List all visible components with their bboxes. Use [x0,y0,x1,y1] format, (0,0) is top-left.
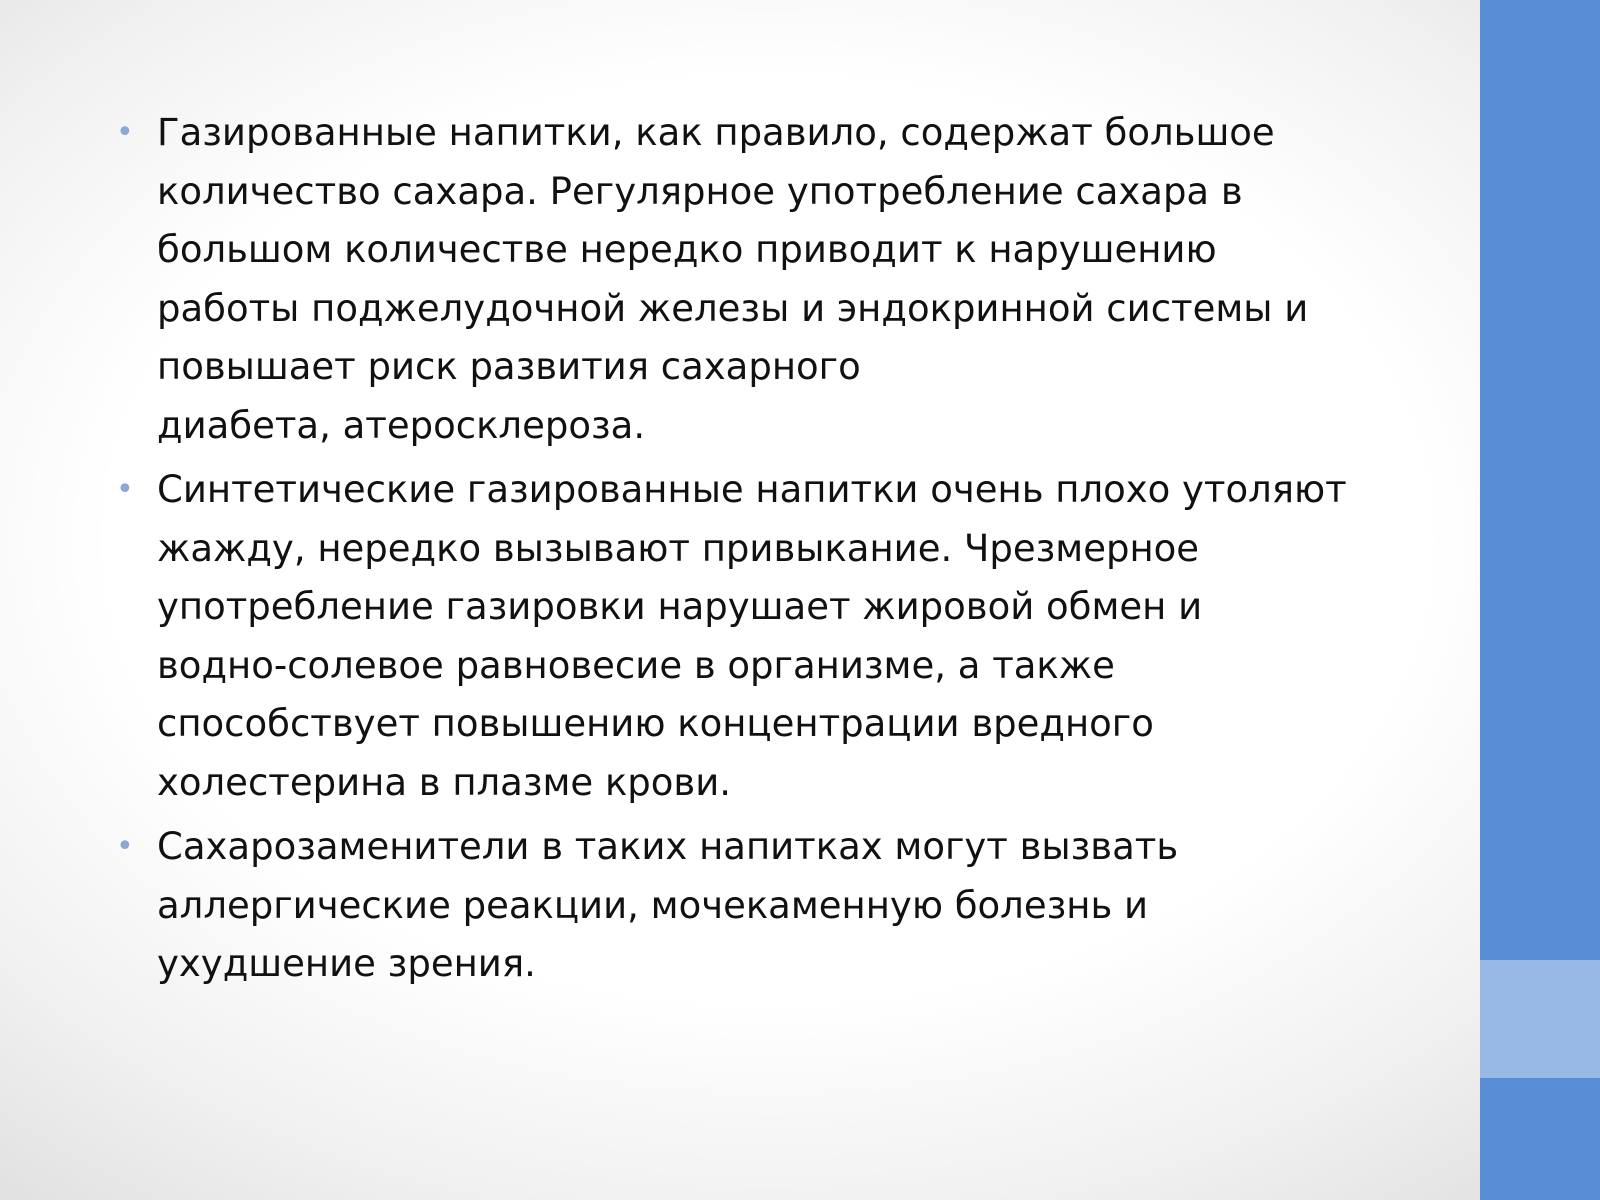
bullet-text-line: употребление газировки нарушает жировой обмен и [157,585,1203,628]
bullet-text-line: количество сахара. Регулярное употребление сахара в [157,169,1243,213]
bullet-item [112,461,1402,812]
bullet-text-line: Газированные напитки, как правило, содержат большое [157,111,1275,154]
bullet-text-line: работы поджелудочной железы и эндокринной системы и [157,286,1309,330]
bullet-text-line: диабета, атеросклероза. [157,403,646,447]
bullet-marker-icon: • [116,115,134,150]
bullet-text-line: Сахарозаменители в таких напитках могут вызвать [157,825,1179,868]
bullet-text-line: холестерина в плазме крови. [157,760,732,804]
bullet-text-line: жажду, нередко вызывают привыкание. Чрезмерное [157,526,1200,570]
bullet-text-line: способствует повышению концентрации вредного [157,702,1154,745]
bullet-text-line: Синтетические газированные напитки очень плохо утоляют [157,468,1347,511]
bullet-item [112,104,1402,455]
bullet-text-line: водно-солевое равновесие в организме, а также [157,643,1115,687]
bullet-text-line: ухудшение зрения. [157,942,536,985]
bullet-text-line: повышает риск развития сахарного [157,345,861,388]
slide-content [112,104,1402,1000]
bullet-list [112,104,1402,994]
side-bar-accent [1480,960,1600,1078]
bullet-text-line: большом количестве нередко приводит к нарушению [157,228,1217,271]
bullet-marker-icon: • [116,829,134,864]
bullet-text-line: аллергические реакции, мочекаменную болезнь и [157,883,1149,927]
bullet-marker-icon: • [116,472,134,507]
bullet-item [112,818,1402,994]
